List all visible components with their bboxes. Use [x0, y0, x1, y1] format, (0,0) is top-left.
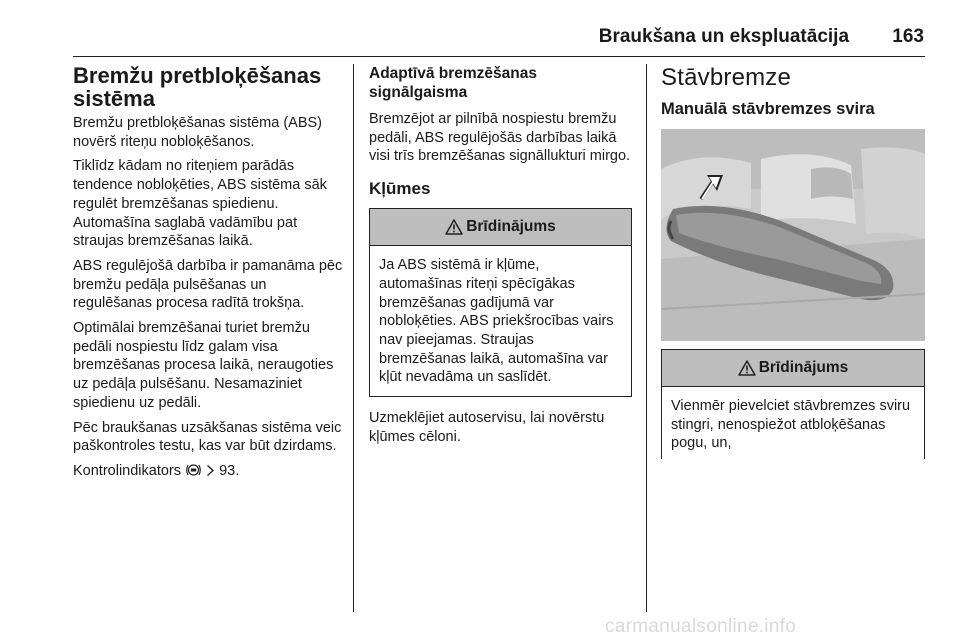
subheading-faults: Kļūmes	[369, 179, 431, 199]
column-divider	[353, 64, 354, 612]
section-heading-adaptive-brake-light: Adaptīvā bremzēšanas signālgaisma	[369, 65, 537, 101]
indicator-page-ref: 93.	[219, 462, 240, 479]
header-rule	[73, 56, 925, 57]
warning-text: Vienmēr pievelciet stāvbremzes sviru stingri, nenospiežot atbloķēšanas pogu, un,	[671, 398, 911, 452]
page-reference-icon	[206, 464, 215, 483]
section-heading-abs: Bremžu pretbloķēšanas sistēma	[73, 63, 322, 111]
warning-header	[370, 209, 631, 246]
warning-box	[369, 208, 632, 397]
header-title: Braukšana un ekspluatācija	[598, 26, 850, 47]
warning-header	[662, 350, 924, 387]
indicator-reference	[73, 462, 345, 483]
page-header	[599, 26, 924, 48]
paragraph: Bremžu pretbloķēšanas sistēma (ABS) novērš riteņu nobloķēšanos.	[73, 115, 323, 150]
paragraph: Optimālai bremzēšanai turiet bremžu pedāli nospiestu līdz galam visa bremzēšanas procesa laikā, neraugoties uz pedāļa pulsēšanu. Nesamaziniet spiedienu uz pedāli.	[73, 320, 334, 411]
watermark: carmanualsonline.info	[605, 616, 797, 637]
page-number: 163	[892, 26, 924, 47]
warning-text: Ja ABS sistēmā ir kļūme, automašīnas riteņi spēcīgākas bremzēšanas gadījumā var nobloķēties. ABS priekšrocības vairs nav pieejamas. Straujas bremzēšanas laikā, automašīna var kļūt nevadāma un saslīdēt.	[379, 257, 614, 386]
parking-brake-lever-photo	[661, 129, 925, 341]
paragraph: ABS regulējošā darbība ir pamanāma pēc bremžu pedāļa pulsēšanas un regulēšanas procesa radītā trokšņa.	[73, 257, 343, 312]
column-abs	[73, 64, 345, 489]
section-heading-parking-brake: Stāvbremze	[661, 64, 792, 91]
abs-indicator-icon	[185, 463, 202, 483]
paragraph: Pēc braukšanas uzsākšanas sistēma veic paškontroles testu, kas var būt dzirdams.	[73, 419, 342, 455]
paragraph: Uzmeklējiet autoservisu, lai novērstu kļūmes cēloni.	[369, 410, 605, 445]
warning-triangle-icon	[738, 360, 756, 376]
paragraph: Tiklīdz kādam no riteņiem parādās tendence nobloķēties, ABS sistēma sāk regulēt bremzēšanas spiedienu. Automašīna saglabā vadāmību pat straujas bremzēšanas laikā.	[73, 158, 327, 250]
indicator-label: Kontrolindikators	[73, 462, 181, 479]
column-parking-brake	[661, 64, 925, 459]
warning-box	[661, 349, 925, 459]
subheading-manual-parking-brake-lever: Manuālā stāvbremzes svira	[661, 100, 875, 118]
warning-triangle-icon	[445, 219, 463, 235]
column-divider	[646, 64, 647, 612]
column-adaptive-brake	[369, 64, 632, 452]
warning-title: Brīdinājums	[758, 358, 849, 376]
warning-title: Brīdinājums	[466, 217, 556, 235]
paragraph: Bremzējot ar pilnībā nospiestu bremžu pedāli, ABS regulējošās darbības laikā visi trīs bremzēšanas signāllukturi mirgo.	[369, 111, 631, 165]
